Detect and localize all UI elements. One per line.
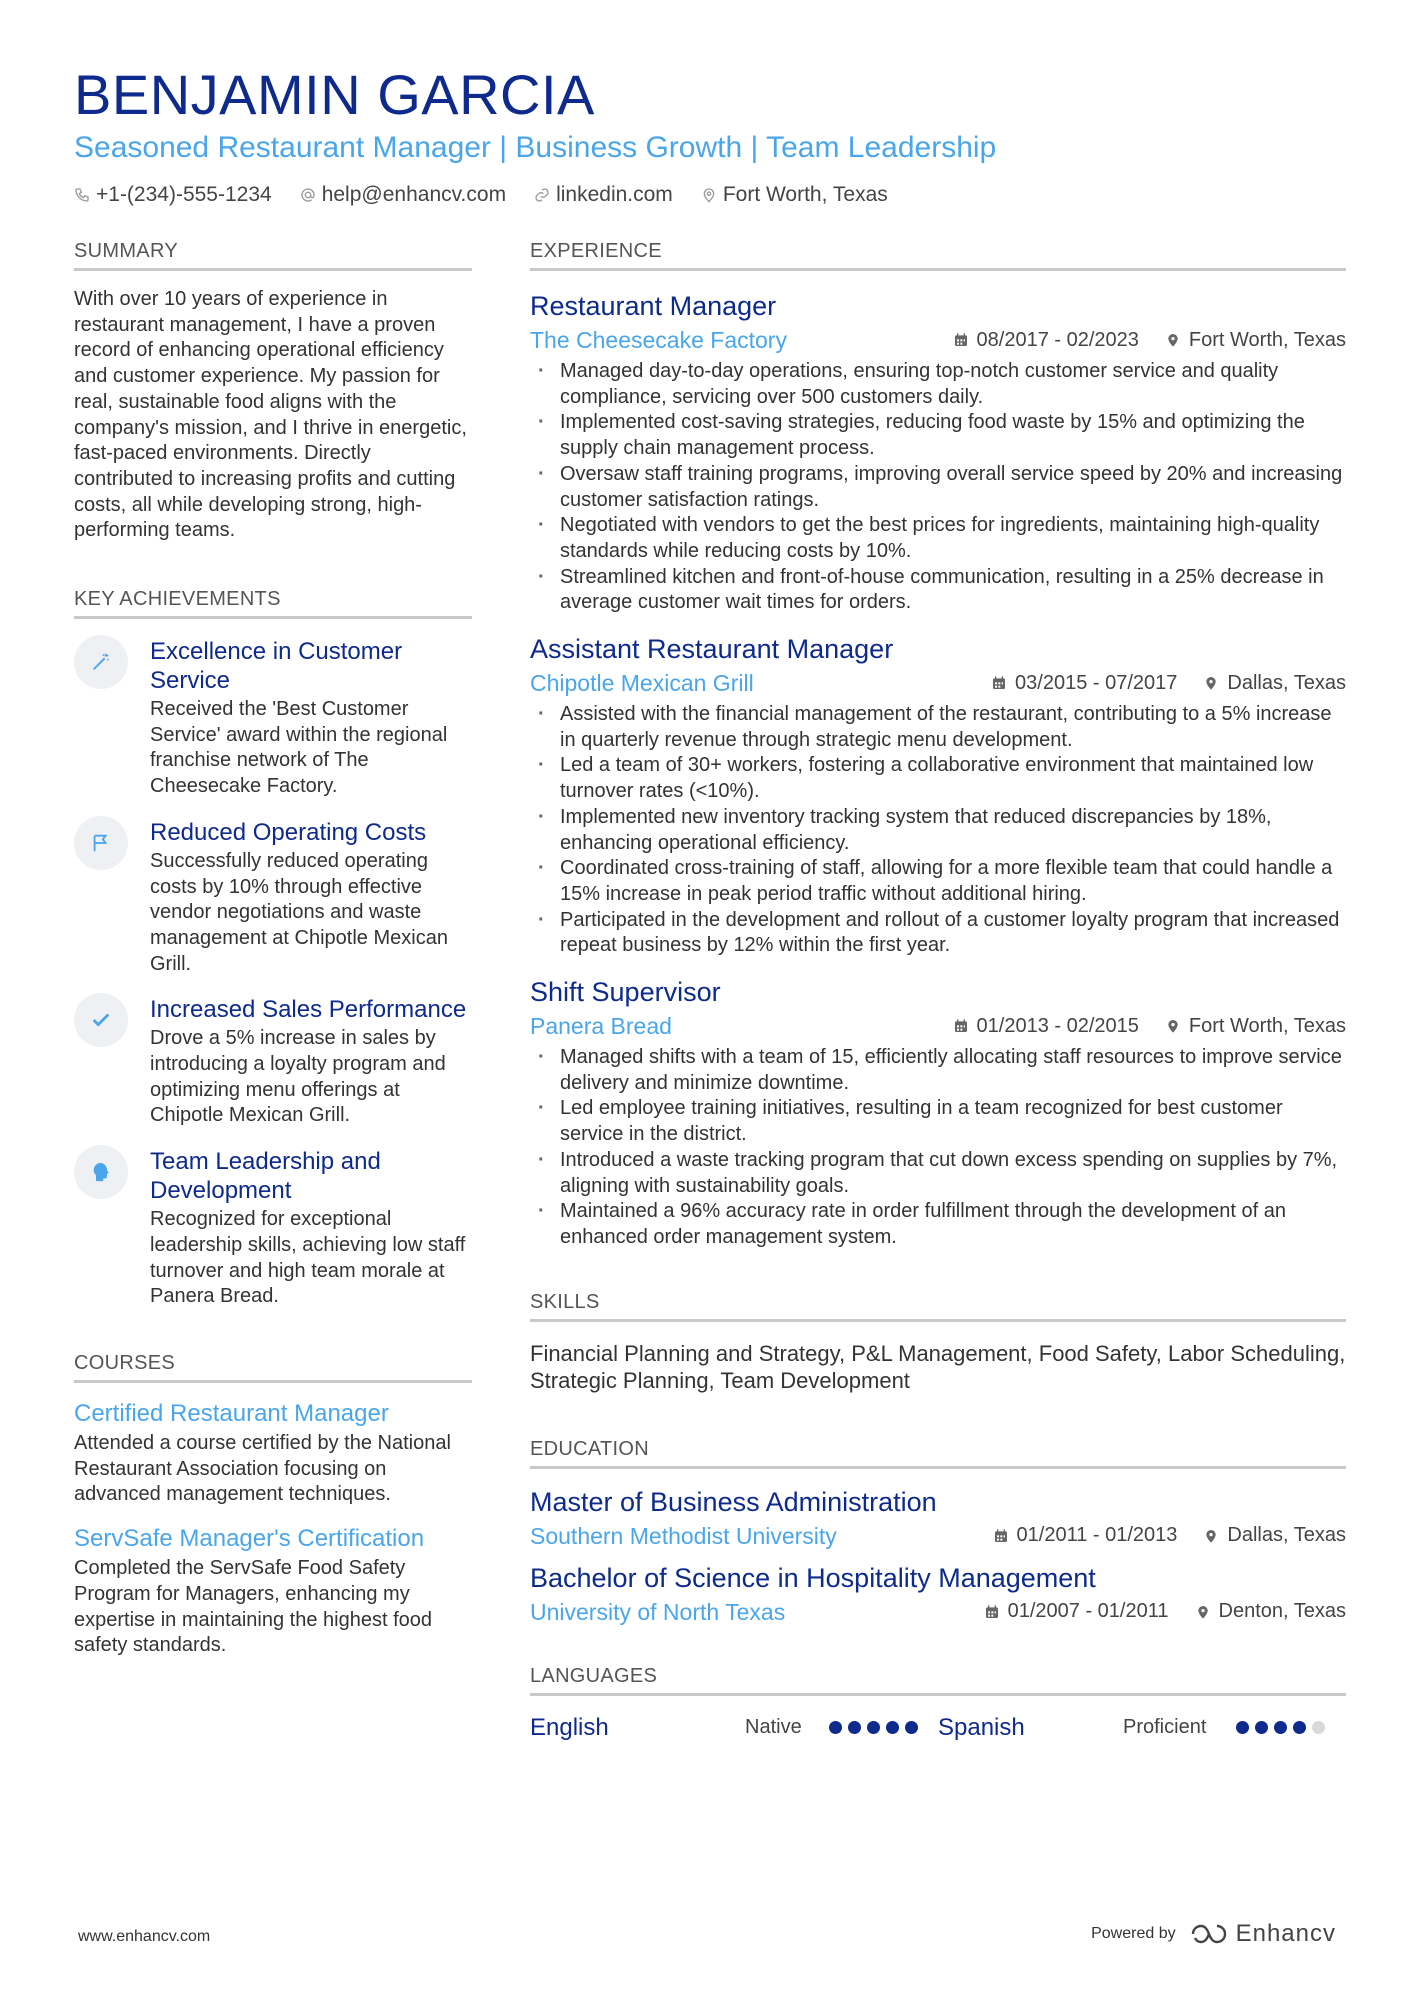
achievement-desc: Recognized for exceptional leadership skills, achieving low staff turnover and high team morale at Panera Bread.	[150, 1208, 466, 1308]
course-desc: Attended a course certified by the National Restaurant Association focusing on advanced management techniques.	[74, 1431, 451, 1506]
location-pin-icon	[1203, 675, 1219, 691]
education-dates: 01/2011 - 01/2013	[1016, 1524, 1178, 1547]
education-location: Denton, Texas	[1218, 1600, 1346, 1623]
company-name: Chipotle Mexican Grill	[530, 670, 754, 697]
rating-dot	[1255, 1721, 1268, 1734]
skills-section	[530, 1289, 1346, 1394]
wand-icon	[90, 651, 112, 673]
rating-dot	[1293, 1721, 1306, 1734]
language-item	[938, 1714, 1346, 1742]
job-title: Restaurant Manager	[530, 291, 777, 321]
course-item	[74, 1524, 472, 1659]
summary-section	[74, 238, 472, 544]
degree-title: Master of Business Administration	[530, 1486, 937, 1517]
calendar-icon	[991, 675, 1007, 691]
contact-email[interactable]: help@enhancv.com	[300, 180, 506, 210]
rating-dot	[848, 1721, 861, 1734]
head-icon	[90, 1161, 112, 1183]
achievement-title: Reduced Operating Costs	[150, 818, 427, 846]
achievements-section	[74, 586, 472, 1310]
job-entry	[530, 632, 1346, 959]
language-level: Native	[745, 1716, 802, 1739]
bullet: · Managed day-to-day operations, ensuring top-notch customer service and quality compliance, servicing over 500 customers daily.	[530, 359, 1346, 410]
achievement-title: Increased Sales Performance	[150, 996, 467, 1024]
school-name: Southern Methodist University	[530, 1522, 837, 1549]
achievement-item	[74, 818, 472, 978]
skills-title: SKILLS	[530, 1289, 1346, 1322]
rating-dot	[867, 1721, 880, 1734]
company-name: Panera Bread	[530, 1013, 672, 1040]
achievement-item	[74, 1147, 472, 1310]
achievement-title: Team Leadership and Development	[150, 1148, 381, 1205]
achievement-item	[74, 637, 472, 800]
education-location: Dallas, Texas	[1227, 1524, 1346, 1547]
language-item	[530, 1714, 938, 1742]
calendar-icon	[993, 1528, 1009, 1544]
job-title: Shift Supervisor	[530, 977, 721, 1008]
at-icon	[300, 187, 316, 203]
powered-by-label: Powered by	[1091, 1925, 1176, 1942]
footer-website[interactable]: www.enhancv.com	[78, 1928, 211, 1945]
bullet: · Led employee training initiatives, resulting in a team recognized for best customer service in the district.	[530, 1096, 1346, 1147]
bullet: · Coordinated cross-training of staff, allowing for a more flexible team that could handle a 15% increase in peak period traffic without additional hiring.	[530, 856, 1346, 907]
bullet: · Oversaw staff training programs, improving overall service speed by 20% and increasing customer satisfaction ratings.	[530, 462, 1346, 513]
calendar-icon	[953, 1018, 969, 1034]
skills-text: Financial Planning and Strategy, P&L Management, Food Safety, Labor Scheduling, Strategic Planning, Team Development	[530, 1340, 1346, 1393]
link-icon	[534, 187, 550, 203]
contact-location: Fort Worth, Texas	[701, 180, 888, 210]
company-name: The Cheesecake Factory	[530, 327, 787, 353]
flag-icon	[90, 832, 112, 854]
job-location: Fort Worth, Texas	[1188, 328, 1346, 351]
job-bullets	[530, 1045, 1346, 1251]
summary-title: SUMMARY	[74, 238, 472, 271]
job-entry	[530, 975, 1346, 1251]
job-location: Fort Worth, Texas	[1188, 1014, 1346, 1037]
education-dates: 01/2007 - 01/2011	[1007, 1600, 1169, 1623]
bullet: · Participated in the development and rollout of a customer loyalty program that increased repeat business by 12% within the first year.	[530, 908, 1346, 959]
bullet: · Managed shifts with a team of 15, efficiently allocating staff resources to improve service delivery and minimize downtime.	[530, 1045, 1346, 1096]
achievement-title: Excellence in Customer Service	[150, 638, 403, 695]
rating-dot	[886, 1721, 899, 1734]
bullet: · Implemented cost-saving strategies, reducing food waste by 15% and optimizing the supply chain management process.	[530, 410, 1346, 461]
languages-title: LANGUAGES	[530, 1663, 1346, 1696]
courses-section	[74, 1350, 472, 1659]
degree-title: Bachelor of Science in Hospitality Management	[530, 1562, 1096, 1593]
right-column	[530, 238, 1346, 1742]
location-pin-icon	[1165, 332, 1181, 348]
candidate-name: BENJAMIN GARCIA	[74, 63, 595, 126]
education-entry	[530, 1561, 1346, 1627]
location-pin-icon	[701, 187, 717, 203]
course-item	[74, 1399, 472, 1508]
languages-section	[530, 1663, 1346, 1742]
language-rating	[829, 1721, 918, 1734]
resume-header	[74, 62, 1344, 210]
language-level: Proficient	[1123, 1716, 1207, 1739]
brand-name: Enhancv	[1235, 1920, 1336, 1947]
location-pin-icon	[1165, 1018, 1181, 1034]
rating-dot	[1312, 1721, 1325, 1734]
contact-linkedin[interactable]: linkedin.com	[534, 180, 673, 210]
footer-branding	[1091, 1920, 1336, 1948]
job-location: Dallas, Texas	[1227, 671, 1346, 694]
calendar-icon	[984, 1604, 1000, 1620]
summary-text: With over 10 years of experience in restaurant management, I have a proven record of enhancing operational efficiency and customer experience. My passion for real, sustainable food aligns with the company's mission, and I thrive in energetic, fast-paced environments. Directly contributed to increasing profits and cutting costs, all while developing strong, high-performing teams.	[74, 288, 467, 542]
headline: Seasoned Restaurant Manager | Business Growth | Team Leadership	[74, 131, 997, 164]
location-pin-icon	[1203, 1528, 1219, 1544]
language-rating	[1236, 1721, 1325, 1734]
experience-section	[530, 238, 1346, 1251]
education-section	[530, 1436, 1346, 1627]
contact-bar	[74, 180, 1344, 210]
course-title: Certified Restaurant Manager	[74, 1399, 389, 1427]
rating-dot	[1274, 1721, 1287, 1734]
courses-title: COURSES	[74, 1350, 472, 1383]
bullet: · Maintained a 96% accuracy rate in order fulfillment through the development of an enhanced order management system.	[530, 1199, 1346, 1250]
school-name: University of North Texas	[530, 1598, 786, 1625]
course-desc: Completed the ServSafe Food Safety Program for Managers, enhancing my expertise in maintaining the highest food safety standards.	[74, 1557, 433, 1657]
calendar-icon	[953, 332, 969, 348]
contact-phone: +1-(234)-555-1234	[74, 180, 272, 210]
rating-dot	[829, 1721, 842, 1734]
job-bullets	[530, 702, 1346, 959]
language-name: English	[530, 1713, 609, 1741]
bullet: · Implemented new inventory tracking system that reduced discrepancies by 18%, enhancing operational efficiency.	[530, 805, 1346, 856]
brand-logo[interactable]	[1190, 1920, 1336, 1948]
left-column	[74, 238, 472, 1659]
achievement-desc: Successfully reduced operating costs by 10% through effective vendor negotiations and waste management at Chipotle Mexican Grill.	[150, 849, 448, 975]
location-pin-icon	[1195, 1604, 1211, 1620]
rating-dot	[905, 1721, 918, 1734]
check-icon	[90, 1009, 112, 1031]
phone-icon	[74, 187, 90, 203]
education-title: EDUCATION	[530, 1436, 1346, 1469]
achievement-desc: Received the 'Best Customer Service' award within the regional franchise network of The Cheesecake Factory.	[150, 698, 448, 798]
achievement-desc: Drove a 5% increase in sales by introducing a loyalty program and optimizing menu offerings at Chipotle Mexican Grill.	[150, 1027, 446, 1127]
job-dates: 08/2017 - 02/2023	[976, 328, 1139, 351]
bullet: · Introduced a waste tracking program that cut down excess spending on supplies by 7%, aligning with sustainability goals.	[530, 1148, 1346, 1199]
bullet: · Negotiated with vendors to get the best prices for ingredients, maintaining high-quality standards while reducing costs by 10%.	[530, 513, 1346, 564]
bullet: · Led a team of 30+ workers, fostering a collaborative environment that maintained low turnover rates (<10%).	[530, 753, 1346, 804]
job-dates: 03/2015 - 07/2017	[1015, 671, 1178, 694]
achievements-title: KEY ACHIEVEMENTS	[74, 586, 472, 619]
bullet: · Streamlined kitchen and front-of-house communication, resulting in a 25% decrease in average customer wait times for orders.	[530, 565, 1346, 616]
job-entry	[530, 289, 1346, 616]
achievement-item	[74, 995, 472, 1129]
experience-title: EXPERIENCE	[530, 238, 1346, 271]
language-name: Spanish	[938, 1713, 1025, 1741]
course-title: ServSafe Manager's Certification	[74, 1525, 425, 1553]
enhancv-logo-icon	[1190, 1923, 1228, 1945]
education-entry	[530, 1485, 1346, 1551]
job-dates: 01/2013 - 02/2015	[976, 1014, 1139, 1037]
job-title: Assistant Restaurant Manager	[530, 634, 894, 665]
rating-dot	[1236, 1721, 1249, 1734]
job-bullets	[530, 359, 1346, 616]
bullet: · Assisted with the financial management of the restaurant, contributing to a 5% increase in quarterly revenue through strategic menu development.	[530, 702, 1346, 753]
